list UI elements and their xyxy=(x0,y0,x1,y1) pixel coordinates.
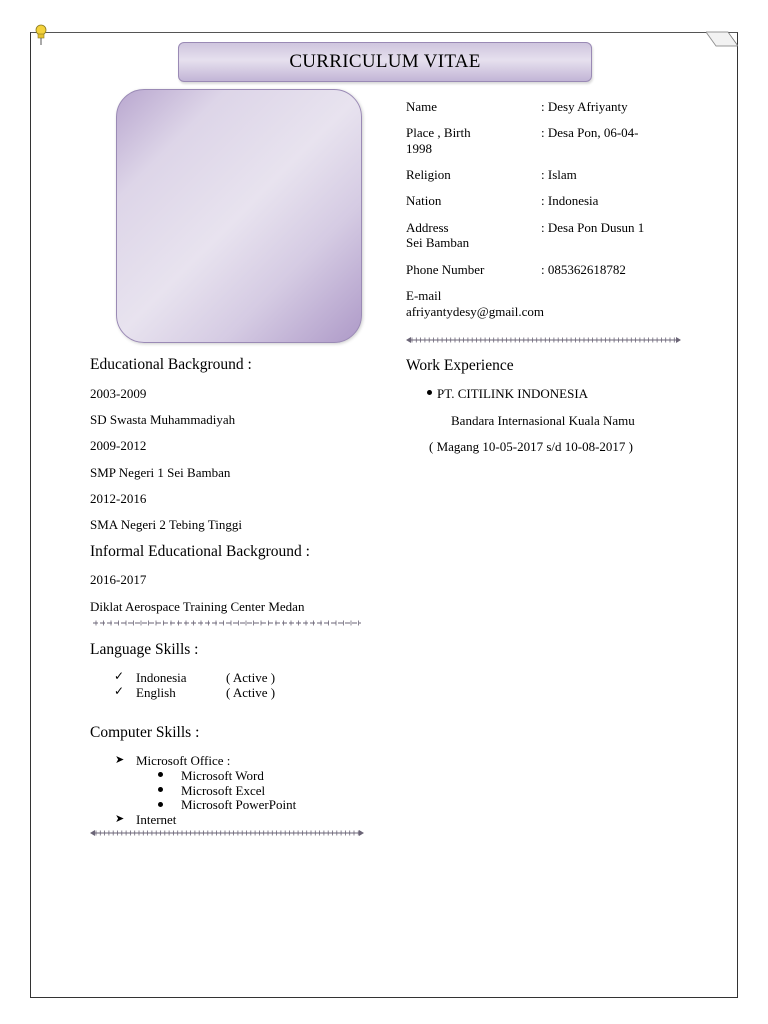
work-period: ( Magang 10-05-2017 s/d 10-08-2017 ) xyxy=(429,439,633,454)
language-level: ( Active ) xyxy=(226,685,276,700)
bullet-icon xyxy=(158,802,163,807)
section-divider xyxy=(90,829,364,837)
arrow-bullet-icon: ➤ xyxy=(115,813,125,825)
education-period-1: 2003-2009 xyxy=(90,386,147,401)
computer-sub-item: Microsoft PowerPoint xyxy=(181,797,297,812)
email-label: E-mail xyxy=(406,288,442,303)
computer-heading: Computer Skills : xyxy=(90,724,200,741)
document-title: CURRICULUM VITAE xyxy=(178,42,592,82)
computer-group: Microsoft Office : xyxy=(136,753,231,768)
phone-label: Phone Number xyxy=(406,262,485,277)
informal-heading: Informal Educational Background : xyxy=(90,543,310,560)
address-value: : Desa Pon Dusun 1 xyxy=(541,220,645,235)
page-curl-decoration xyxy=(706,30,738,48)
bullet-icon xyxy=(427,390,432,395)
phone-value: : 085362618782 xyxy=(541,262,626,277)
pushpin-icon xyxy=(33,24,49,46)
work-location: Bandara Internasional Kuala Namu xyxy=(451,413,635,428)
nation-value: : Indonesia xyxy=(541,193,599,208)
section-divider xyxy=(406,336,681,344)
education-school-1: SD Swasta Muhammadiyah xyxy=(90,412,236,427)
informal-institution: Diklat Aerospace Training Center Medan xyxy=(90,599,305,614)
education-period-2: 2009-2012 xyxy=(90,438,147,453)
checkmark-icon: ✓ xyxy=(114,669,125,683)
checkmark-icon: ✓ xyxy=(114,684,125,698)
name-label: Name xyxy=(406,99,438,114)
informal-period: 2016-2017 xyxy=(90,572,147,587)
photo-placeholder xyxy=(116,89,362,343)
email-value: afriyantydesy@gmail.com xyxy=(406,304,544,319)
language-name: Indonesia xyxy=(136,670,187,685)
birth-value-cont: 1998 xyxy=(406,141,432,156)
education-period-3: 2012-2016 xyxy=(90,491,147,506)
bullet-icon xyxy=(158,787,163,792)
computer-other: Internet xyxy=(136,812,177,827)
language-level: ( Active ) xyxy=(226,670,276,685)
address-label: Address xyxy=(406,220,449,235)
nation-label: Nation xyxy=(406,193,442,208)
computer-sub-item: Microsoft Word xyxy=(181,768,264,783)
bullet-icon xyxy=(158,772,163,777)
address-value-cont: Sei Bamban xyxy=(406,235,470,250)
computer-sub-item: Microsoft Excel xyxy=(181,783,266,798)
name-value: : Desy Afriyanty xyxy=(541,99,628,114)
birth-value: : Desa Pon, 06-04- xyxy=(541,125,639,140)
education-school-3: SMA Negeri 2 Tebing Tinggi xyxy=(90,517,242,532)
section-divider xyxy=(90,619,364,627)
arrow-bullet-icon: ➤ xyxy=(115,754,125,766)
religion-value: : Islam xyxy=(541,167,577,182)
birth-label: Place , Birth xyxy=(406,125,471,140)
language-heading: Language Skills : xyxy=(90,641,199,658)
religion-label: Religion xyxy=(406,167,451,182)
work-company: PT. CITILINK INDONESIA xyxy=(437,386,589,401)
language-name: English xyxy=(136,685,176,700)
education-school-2: SMP Negeri 1 Sei Bamban xyxy=(90,465,231,480)
education-heading: Educational Background : xyxy=(90,356,252,373)
work-heading: Work Experience xyxy=(406,357,514,374)
